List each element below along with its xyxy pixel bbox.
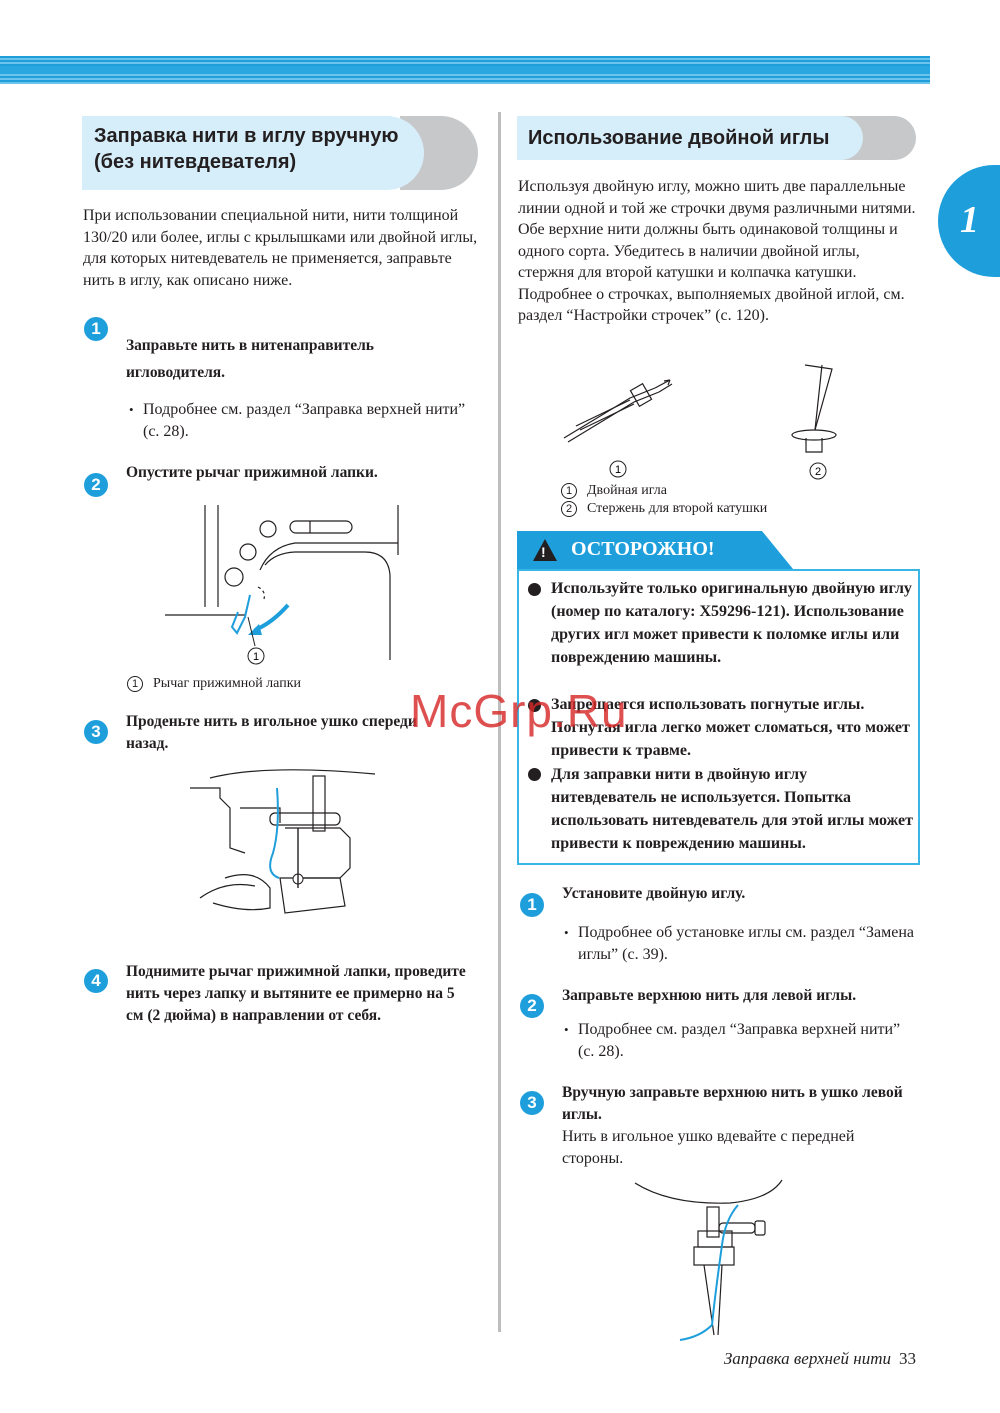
- step-number: 1: [84, 317, 108, 341]
- caution-item: Для заправки нити в двойную иглу нитевдеватель не используется. Попытка использовать нитевдеватель для этой иглы может привести к повреждению машины.: [551, 766, 913, 852]
- step-title: Заправьте нить в нитенаправитель игловодителя.: [126, 337, 374, 381]
- step-title: Проденьте нить в игольное ушко спереди назад.: [126, 713, 417, 752]
- step-title: Опустите рычаг прижимной лапки.: [126, 464, 378, 481]
- warning-icon-mark: !: [541, 544, 546, 560]
- figure-caption: 1 Рычаг прижимной лапки: [127, 675, 301, 693]
- caption-mark: 1: [127, 676, 143, 692]
- step-number: 2: [520, 994, 544, 1018]
- step-number: 3: [84, 720, 108, 744]
- presser-lever-illustration: [160, 495, 405, 675]
- threading-needle-illustration: [185, 768, 400, 933]
- step-number: 1: [520, 893, 544, 917]
- step-title: Вручную заправьте верхнюю нить в ушко левой иглы.: [562, 1084, 903, 1123]
- caption-mark: 2: [561, 501, 577, 517]
- figure-caption: 1 Двойная игла: [561, 482, 667, 500]
- left-intro: При использовании специальной нити, нити толщиной 130/20 или более, иглы с крылышками или двойной иглы, для которых нитевдеватель не применяется, заправьте нить в иглу, как описано ниже.: [83, 207, 478, 289]
- page-footer: [724, 1349, 916, 1369]
- watermark: McGrp.Ru: [410, 685, 628, 737]
- caution-bullet-icon: [528, 583, 541, 596]
- header-stripes: [0, 56, 930, 84]
- right-intro: Используя двойную иглу, можно шить две параллельные линии одной и той же строчки двумя различными нитями. Обе верхние нити должны быть одинаковой толщины и одного сорта. Убедитесь в наличии двойной иглы, стержня для второй катушки и колпачка катушки. Подробнее о строчках, выполняемых двойной иглой, см. раздел “Настройки строчек” (с. 120).: [518, 178, 916, 324]
- section-title-left: Заправка нити в иглу вручную (без нитевдевателя): [94, 125, 399, 173]
- step-note: Нить в игольное ушко вдевайте с передней стороны.: [562, 1128, 855, 1167]
- step-bullet: • Подробнее об установке иглы см. раздел “Замена иглы” (с. 39).: [562, 922, 914, 965]
- caption-mark: 1: [561, 483, 577, 499]
- section-title-right: Использование двойной иглы: [528, 127, 830, 149]
- twin-needle-illustration: [560, 360, 850, 485]
- step-number: 4: [84, 969, 108, 993]
- twin-needle-threading-illustration: [630, 1175, 790, 1345]
- step-title: Заправьте верхнюю нить для левой иглы.: [562, 987, 857, 1004]
- chapter-number: 1: [960, 199, 979, 241]
- page-number: 33: [899, 1349, 916, 1368]
- fig1-callout: 1: [252, 651, 260, 663]
- step-number: 2: [84, 473, 108, 497]
- step-title: Поднимите рычаг прижимной лапки, проведите нить через лапку и вытяните ее примерно на 5 см (2 дюйма) в направлении от себя.: [126, 963, 466, 1024]
- svg-text:2: 2: [814, 466, 822, 478]
- caution-title: ОСТОРОЖНО!: [571, 538, 715, 560]
- svg-text:1: 1: [614, 464, 622, 476]
- step-bullet: • Подробнее см. раздел “Заправка верхней нити” (с. 28).: [562, 1019, 914, 1062]
- caution-bullet-icon: [528, 768, 541, 781]
- caution-item: Используйте только оригинальную двойную иглу (номер по каталогу: X59296-121). Использование других игл может привести к поломке иглы или повреждению машины.: [551, 580, 912, 666]
- step-title: Установите двойную иглу.: [562, 885, 746, 902]
- footer-section: Заправка верхней нити: [723, 1349, 891, 1368]
- figure-caption: 2 Стержень для второй катушки: [561, 500, 767, 518]
- step-number: 3: [520, 1091, 544, 1115]
- caution-item: Запрещается использовать погнутые иглы. Погнутая игла легко может сломаться, что может привести к травме.: [551, 696, 910, 759]
- step-bullet: • Подробнее см. раздел “Заправка верхней нити” (с. 28).: [127, 399, 472, 442]
